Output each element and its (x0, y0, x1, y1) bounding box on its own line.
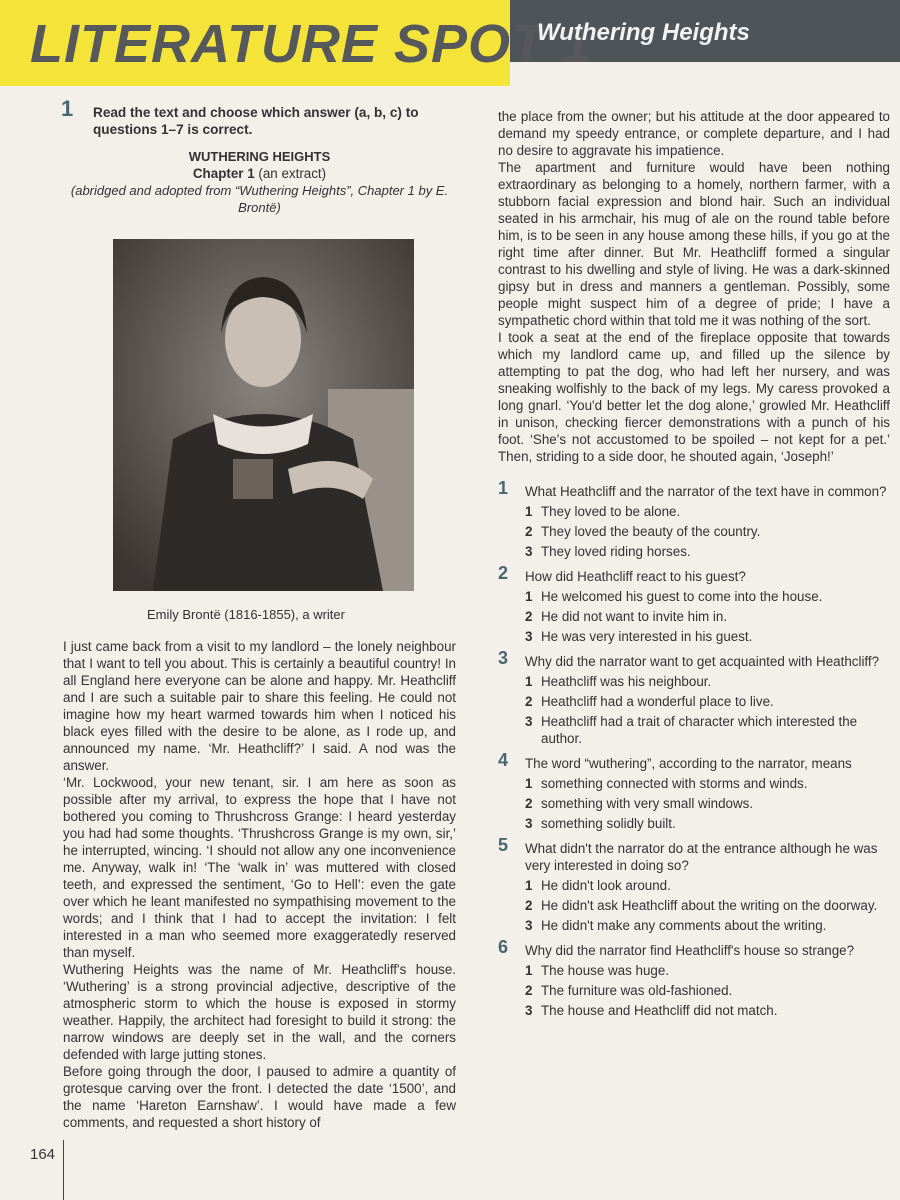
option-number: 2 (525, 983, 533, 998)
option-text: something solidly built. (541, 816, 676, 831)
answer-option (525, 795, 890, 812)
task-instruction: Read the text and choose which answer (a, b, c) to questions 1–7 is correct. (93, 105, 419, 137)
answer-option (525, 588, 890, 605)
option-text: They loved the beauty of the country. (541, 524, 761, 539)
answer-option (525, 693, 890, 710)
option-number: 3 (525, 816, 533, 831)
option-number: 1 (525, 878, 533, 893)
answer-option (525, 982, 890, 999)
option-number: 3 (525, 629, 533, 644)
option-text: They loved riding horses. (541, 544, 691, 559)
story-paragraph: I took a seat at the end of the fireplace opposite that towards which my landlord came up, and filled up the silence by attempting to pat the dog, who had left her nursery, and was sneaking wolfishly to the back of my legs. My caress provoked a long gnarl. ‘You'd better let the dog alone,’ growled Mr. Heathcliff in unison, checking fiercer demonstrations with a punch of his foot. ‘She's not accustomed to be spoiled – not kept for a pet.’ Then, striding to a side door, he shouted again, ‘Joseph!’ (498, 330, 890, 464)
story-paragraph: The apartment and furniture would have been nothing extraordinary as belonging to a homely, northern farmer, with a stubborn facial expression and blond hair. Such an individual seated in his armchair, his mug of ale on the round table before him, is to be seen in any house among these hills, if you go at the right time after dinner. But Mr. Heathcliff formed a singular contrast to his dwelling and style of living. He was a dark-skinned gipsy but in dress and manners a gentleman. Possibly, some people might suspect him of a degree of pride; I have a sympathetic chord within that told me it was nothing of the sort. (498, 160, 890, 328)
answer-option (525, 962, 890, 979)
question-item (498, 563, 890, 645)
story-left-column (63, 638, 456, 1131)
option-text: The house and Heathcliff did not match. (541, 1003, 778, 1018)
answer-option (525, 608, 890, 625)
option-number: 2 (525, 898, 533, 913)
answer-option (525, 775, 890, 792)
option-number: 3 (525, 714, 533, 729)
portrait-image (113, 239, 414, 591)
page-subtitle: Wuthering Heights (537, 19, 750, 46)
answer-option (525, 713, 890, 747)
answer-option (525, 815, 890, 832)
question-text: What Heathcliff and the narrator of the text have in common? (525, 484, 887, 499)
option-text: He didn't make any comments about the writing. (541, 918, 827, 933)
work-source: (abridged and adopted from “Wuthering Heights”, Chapter 1 by E. Brontë) (70, 183, 449, 215)
answer-option (525, 877, 890, 894)
work-chapter (63, 165, 456, 182)
option-number: 3 (525, 1003, 533, 1018)
answer-option (525, 1002, 890, 1019)
chapter-label: Chapter 1 (192, 166, 255, 181)
portrait-drawing (113, 239, 414, 591)
question-text: The word “wuthering”, according to the narrator, means (525, 756, 852, 771)
option-text: Heathcliff was his neighbour. (541, 674, 712, 689)
option-text: Heathcliff had a trait of character which interested the author. (541, 714, 858, 746)
option-number: 3 (525, 918, 533, 933)
task-number: 1 (61, 96, 74, 121)
answer-option (525, 523, 890, 540)
option-number: 1 (525, 674, 533, 689)
option-text: He didn't ask Heathcliff about the writing on the doorway. (541, 898, 878, 913)
option-number: 2 (525, 694, 533, 709)
option-text: He did not want to invite him in. (541, 609, 728, 624)
option-text: The house was huge. (541, 963, 670, 978)
question-number: 1 (498, 478, 509, 498)
answer-option (525, 917, 890, 934)
option-number: 1 (525, 963, 533, 978)
option-text: something connected with storms and winds. (541, 776, 808, 791)
option-number: 2 (525, 609, 533, 624)
question-item (498, 937, 890, 1019)
question-text: How did Heathcliff react to his guest? (525, 569, 746, 584)
story-paragraph: the place from the owner; but his attitude at the door appeared to demand my speedy entrance, or complete departure, and I had no desire to aggravate his impatience. (498, 109, 890, 158)
option-number: 2 (525, 796, 533, 811)
option-number: 1 (525, 504, 533, 519)
question-number: 3 (498, 648, 509, 668)
question-number: 4 (498, 750, 509, 770)
question-item (498, 750, 890, 832)
question-text: Why did the narrator find Heathcliff's house so strange? (525, 943, 855, 958)
option-text: something with very small windows. (541, 796, 754, 811)
page-number: 164 (30, 1146, 56, 1163)
story-paragraph: I just came back from a visit to my landlord – the lonely neighbour that I want to tell you about. This is certainly a beautiful country! In all England here everyone can be alone and happy. Mr. Heathcliff and I are such a suitable pair to share this feeling. He could not imagine how my heart warmed towards him when I noticed his black eyes filled with the desire to be alone, as I rode up, and announced my name. ‘Mr. Heathcliff?’ I said. A nod was the answer. (63, 639, 456, 773)
question-number: 2 (498, 563, 509, 583)
answer-option (525, 628, 890, 645)
answer-option (525, 543, 890, 560)
portrait-caption: Emily Brontë (1816-1855), a writer (147, 607, 345, 622)
option-number: 1 (525, 589, 533, 604)
answer-option (525, 897, 890, 914)
page-title: LITERATURE SPOT 1 (30, 14, 593, 74)
chapter-note: (an extract) (258, 166, 327, 181)
work-title: WUTHERING HEIGHTS (188, 149, 331, 164)
work-heading (63, 148, 456, 216)
question-text: Why did the narrator want to get acquainted with Heathcliff? (525, 654, 880, 669)
question-item (498, 648, 890, 747)
question-number: 5 (498, 835, 509, 855)
story-paragraph: ‘Mr. Lockwood, your new tenant, sir. I am here as soon as possible after my arrival, to express the hope that I have not bothered you coming to Thrushcross Grange: I heard yesterday you had had some thoughts. ‘Thrushcross Grange is my own, sir,’ he interrupted, wincing. ‘I should not allow any one inconvenience me. Anyway, walk in! ‘The ‘walk in’ was muttered with closed teeth, and expressed the sentiment, ‘Go to Hell’: even the gate over which he leant manifested no sympathising movement to the words; and I think that I had to accept the invitation: I felt interested in a man who seemed more exaggeratedly reserved than myself. (63, 775, 456, 960)
option-text: The furniture was old-fashioned. (541, 983, 733, 998)
option-text: He welcomed his guest to come into the house. (541, 589, 823, 604)
question-number: 6 (498, 937, 509, 957)
option-text: He was very interested in his guest. (541, 629, 753, 644)
option-number: 3 (525, 544, 533, 559)
question-item (498, 835, 890, 934)
option-number: 2 (525, 524, 533, 539)
page-number-rule (63, 1140, 64, 1200)
story-paragraph: Before going through the door, I paused to admire a quantity of grotesque carving over the front. I detected the date ‘1500’, and the name ‘Hareton Earnshaw’. I would have made a few comments, and requested a short history of (63, 1064, 456, 1130)
story-paragraph: Wuthering Heights was the name of Mr. Heathcliff's house. ‘Wuthering’ is a strong provincial adjective, descriptive of the atmospheric storm to which the house is exposed in stormy weather. Happily, the architect had foresight to build it strong: the narrow windows are deeply set in the wall, and the corners defended with large jutting stones. (63, 962, 456, 1062)
answer-option (525, 673, 890, 690)
option-text: They loved to be alone. (541, 504, 681, 519)
option-text: Heathcliff had a wonderful place to live. (541, 694, 774, 709)
question-item (498, 478, 890, 560)
story-right-column (498, 108, 890, 1027)
question-list (498, 478, 890, 1019)
intro-block (61, 96, 456, 216)
option-number: 1 (525, 776, 533, 791)
question-text: What didn't the narrator do at the entrance although he was very interested in doing so? (525, 841, 878, 873)
answer-option (525, 503, 890, 520)
option-text: He didn't look around. (541, 878, 671, 893)
